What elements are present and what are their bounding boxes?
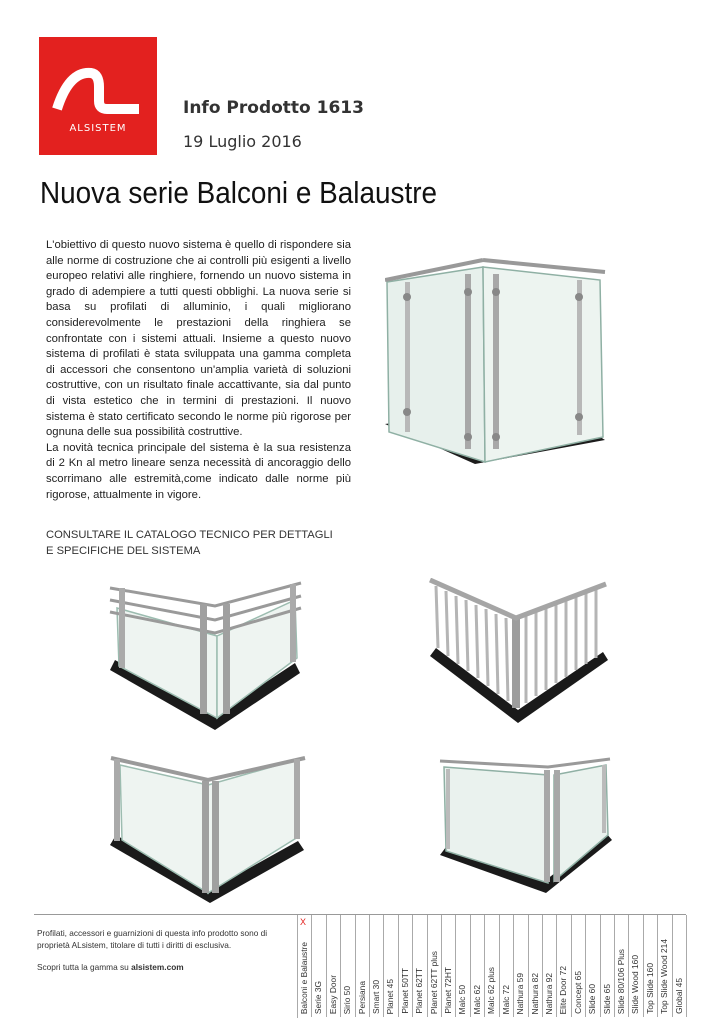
product-column-label: Serie 3G [313,980,324,1014]
product-column [413,915,427,1017]
product-column-label: Slide 80/106 Plus [615,948,626,1014]
product-column [312,915,326,1017]
catalog-note: CONSULTARE IL CATALOGO TECNICO PER DETTAGLI E SPECIFICHE DEL SISTEMA [46,529,333,557]
footer-website [37,962,184,972]
glass-triple-rail-image [105,578,305,733]
body-paragraph-2: La novità tecnica principale del sistema è la sua resistenza di 2 Kn al metro lineare senza necessità di ancoraggio dello scorrimano alle estremità,come indicato dalle norme più rigorose, attualmente in vigore. [46,441,351,501]
product-column-label: Malc 72 [500,984,511,1014]
product-column [485,915,499,1017]
product-column-label: Top Slide 160 [644,963,655,1014]
glass-clamps-image [436,755,614,895]
product-column-label: Malc 50 [457,984,468,1014]
product-column [341,915,355,1017]
product-column [370,915,384,1017]
product-column [586,915,600,1017]
product-column [629,915,643,1017]
product-column [298,915,312,1017]
product-column [428,915,442,1017]
product-column-label: Planet 62TT plus [428,950,439,1014]
product-column [514,915,528,1017]
product-column-label: Planet 62TT [414,968,425,1014]
product-column-label: Top Slide Wood 214 [659,939,670,1014]
product-column-label: Planet 45 [385,978,396,1014]
product-column [673,915,687,1017]
product-column [384,915,398,1017]
product-column-label: Nathura 59 [515,972,526,1014]
product-column [658,915,672,1017]
footer-rights: Profilati, accessori e guarnizioni di questa info prodotto sono di proprietà ALsistem, titolare di tutti i diritti di esclusiva. [37,928,268,950]
product-column [399,915,413,1017]
product-column [471,915,485,1017]
product-column [529,915,543,1017]
product-column [644,915,658,1017]
vertical-bars-image [428,578,610,728]
body-text [46,238,351,503]
product-column [557,915,571,1017]
logo-text: ALSISTEM [69,123,127,134]
product-column [356,915,370,1017]
product-column-label: Concept 65 [572,971,583,1014]
product-column-label: Persiana [356,980,367,1014]
logo-mark-icon [39,37,157,155]
info-date: 19 Luglio 2016 [183,132,302,151]
alsistem-logo [39,37,157,155]
product-column-label: Balconi e Balaustre [299,941,309,1014]
product-column-label: Nathura 82 [529,972,540,1014]
product-column-label: Smart 30 [371,980,382,1014]
product-column-label: Planet 72HT [443,967,454,1014]
product-column [456,915,470,1017]
product-column-label: Planet 50TT [399,968,410,1014]
product-column-label: Easy Door [327,974,338,1014]
product-column [442,915,456,1017]
product-column [327,915,341,1017]
product-column-label: Malc 62 [471,984,482,1014]
website-link[interactable]: alsistem.com [131,962,184,972]
product-series-table [297,915,687,1018]
selected-mark: X [300,917,307,927]
footer-link-prefix: Scopri tutta la gamma su [37,962,132,972]
product-column [543,915,557,1017]
product-column-label: Slide 65 [601,983,612,1014]
product-column-label: Nathura 92 [543,972,554,1014]
product-column-label: Slide 60 [587,983,598,1014]
product-column [500,915,514,1017]
product-column [601,915,615,1017]
product-column-label: Malc 62 plus [486,966,497,1014]
glass-top-rail-image [108,755,308,905]
page-title: Nuova serie Balconi e Balaustre [40,175,438,210]
body-paragraph-1: L'obiettivo di questo nuovo sistema è quello di rispondere sia alle norme di costruzione che ai controlli più esigenti a livello europeo relativi alle ringhiere, fornendo un nuovo sistema in grado di adempiere a tutti questi obblighi. La nuova serie si basa su profilati di alluminio, i quali migliorano considerevolmente le prestazioni della ringhiera se confrontate con i sistemi attuali. Insieme a questo nuovo sistema di profilati è stata sviluppata una gamma completa di accessori che consentono un'amplia varietà di soluzioni costruttive, con un risultato finale accattivante, sia dal punto di vista estetico che in termini di prestazioni. Il nuovo sistema è stato certificato secondo le norme più rigorose per ognuna delle sua possibilità costruttive. [46,239,351,439]
product-column [572,915,586,1017]
product-column-label: Sirio 50 [342,985,353,1014]
product-column-label: Slide Wood 160 [630,955,641,1014]
product-column [615,915,629,1017]
info-number: Info Prodotto 1613 [183,98,364,118]
glass-corner-posts-image [385,252,610,474]
product-column-label: Global 45 [673,978,684,1014]
product-column-label: Elite Door 72 [558,965,569,1014]
